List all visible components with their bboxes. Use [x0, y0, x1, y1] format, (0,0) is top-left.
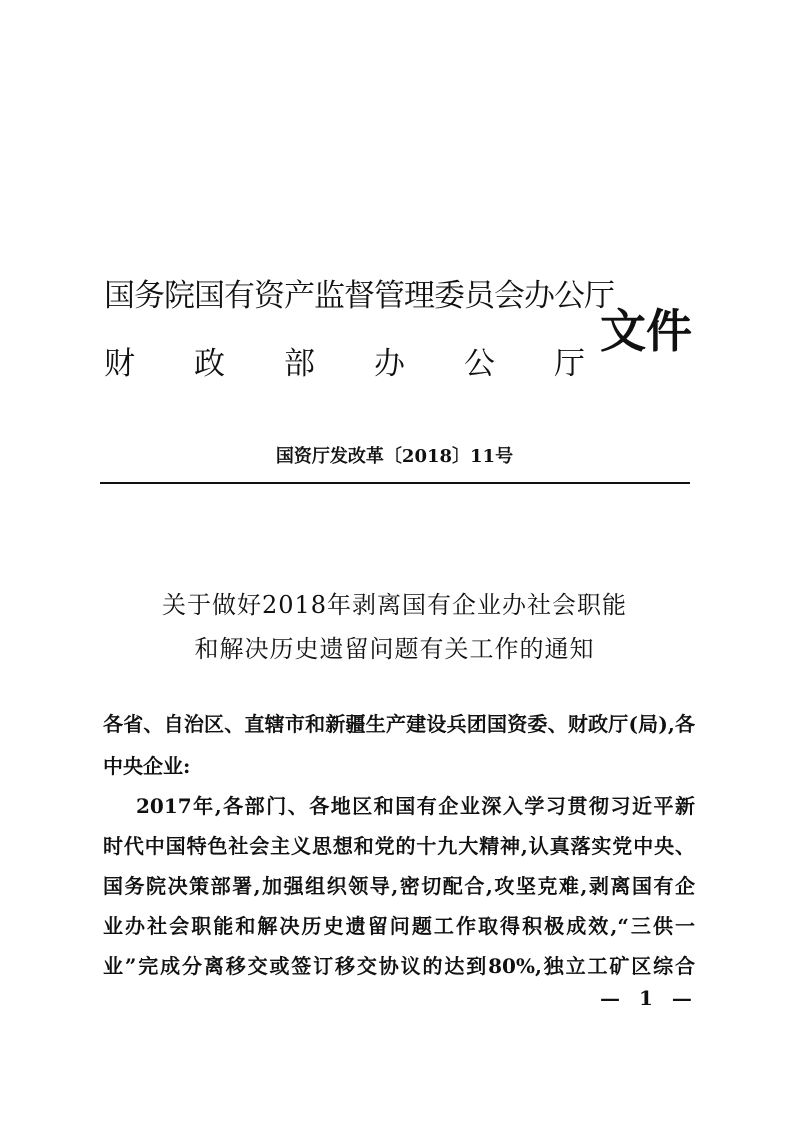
- body-line: 时代中国特色社会主义思想和党的十九大精神,认真落实党中央、: [103, 834, 695, 858]
- page-number: — 1 —: [600, 986, 698, 1010]
- body-line: 业办社会职能和解决历史遗留问题工作取得积极成效,“三供一: [103, 914, 695, 938]
- body-line: 中央企业:: [103, 754, 191, 778]
- body-line: 2017年,各部门、各地区和国有企业深入学习贯彻习近平新: [136, 794, 695, 818]
- header-divider: [100, 482, 690, 484]
- document-number: 国资厅发改革〔2018〕11号: [275, 446, 514, 467]
- doc-type-label: 文件: [600, 304, 692, 358]
- title-line-1: 关于做好2018年剥离国有企业办社会职能: [161, 591, 628, 619]
- body-line: 业”完成分离移交或签订移交协议的达到80%,独立工矿区综合: [103, 954, 695, 978]
- body-line: 国务院决策部署,加强组织领导,密切配合,攻坚克难,剥离国有企: [103, 874, 695, 898]
- body-line: 各省、自治区、直辖市和新疆生产建设兵团国资委、财政厅(局),各: [103, 712, 695, 736]
- issuer-line-2: 财政部办公厅: [104, 346, 584, 382]
- issuer-line-1: 国务院国有资产监督管理委员会办公厅: [104, 278, 614, 314]
- title-line-2: 和解决历史遗留问题有关工作的通知: [194, 635, 595, 663]
